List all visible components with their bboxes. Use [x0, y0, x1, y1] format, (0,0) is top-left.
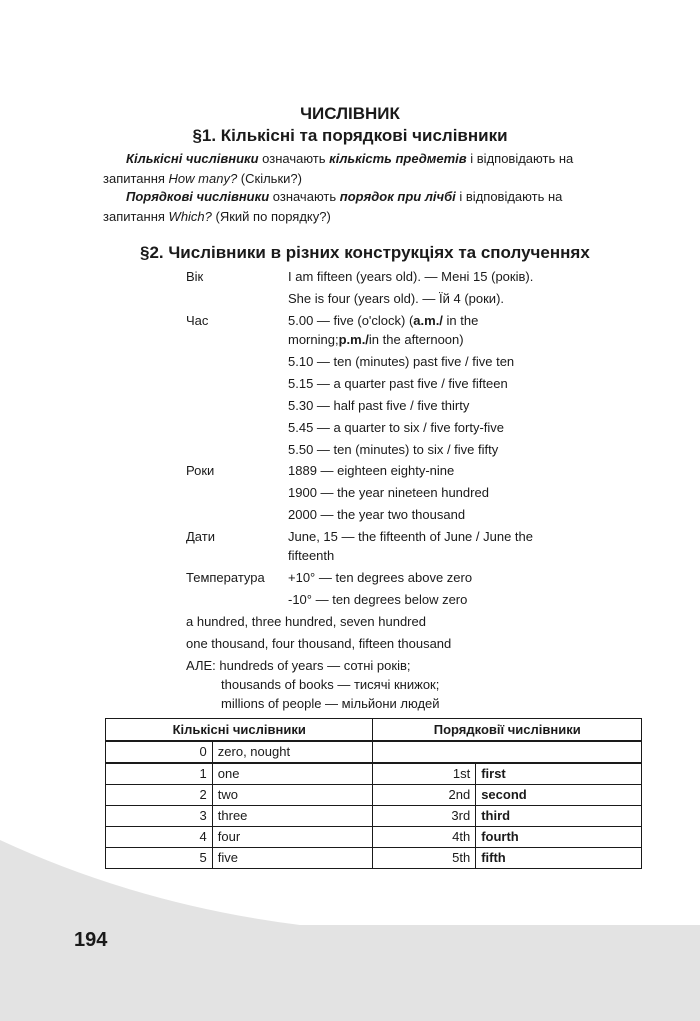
hundreds-line: a hundred, three hundred, seven hundred: [186, 614, 426, 629]
term-order: порядок при лічбі: [339, 189, 456, 204]
time-line: 5.45 — a quarter to six / five forty-five: [288, 420, 505, 435]
but-block: АЛЕ: hundreds of years — сотні років;: [186, 658, 411, 673]
question-how-many: How many?: [168, 171, 238, 186]
section-1-title: §1. Кількісні та порядкові числівники: [192, 126, 508, 145]
time-line: 5.50 — ten (minutes) to six / five fifty: [288, 442, 499, 457]
label-dates: Дати: [186, 529, 215, 544]
numerals-table: [105, 718, 642, 869]
paragraph-cardinal: Кількісні числівники означають кількість предметів і відповідають на запитання How many? (Скільки?): [103, 151, 574, 186]
label-age: Вік: [186, 269, 204, 284]
term-quantity: кількість предметів: [329, 151, 467, 166]
age-line: She is four (years old). — Їй 4 (роки).: [288, 291, 505, 306]
term-cardinal: Кількісні числівники: [126, 151, 259, 166]
label-years: Роки: [186, 463, 215, 478]
age-line: I am fifteen (years old). — Мені 15 (років).: [288, 269, 534, 284]
dates-line: fifteenth: [288, 548, 335, 563]
term-ordinal: Порядкові числівники: [126, 189, 270, 204]
thousands-line: one thousand, four thousand, fifteen thousand: [186, 636, 452, 651]
time-line-first: 5.00 — five (o'clock) (a.m./ in the morning;p.m./in the afternoon): [288, 313, 479, 347]
section-2-title: §2. Числівники в різних конструкціях та сполученнях: [140, 243, 590, 262]
dates-line: June, 15 — the fifteenth of June / June the: [288, 529, 534, 544]
time-line: 5.15 — a quarter past five / five fifteen: [288, 376, 508, 391]
temperature-line: +10° — ten degrees above zero: [288, 570, 473, 585]
label-time: Час: [186, 313, 209, 328]
question-which: Which?: [168, 209, 212, 224]
table-header-row: [106, 719, 642, 742]
but-label: АЛЕ:: [186, 658, 216, 673]
table-row: 5 five 5th fifth: [106, 848, 642, 869]
label-temperature: Температура: [186, 570, 265, 585]
table-row: 3 three 3rd third: [106, 806, 642, 827]
years-line: 1900 — the year nineteen hundred: [288, 485, 489, 500]
temperature-line: -10° — ten degrees below zero: [288, 592, 468, 607]
years-line: 2000 — the year two thousand: [288, 507, 466, 522]
table-row: 4 four 4th fourth: [106, 827, 642, 848]
table-row: 2 two 2nd second: [106, 785, 642, 806]
table-row: 0 zero, nought: [106, 741, 642, 763]
header-ordinal: Порядковії числівники: [373, 719, 642, 742]
page-title: ЧИСЛІВНИК: [300, 104, 400, 123]
paragraph-ordinal: Порядкові числівники означають порядок при лічбі і відповідають на запитання Which? (Який по порядку?): [103, 189, 563, 224]
but-line: millions of people — мільйони людей: [221, 696, 440, 711]
table-row: 1 one 1st first: [106, 763, 642, 785]
header-cardinal: Кількісні числівники: [106, 719, 373, 742]
time-line: 5.10 — ten (minutes) past five / five ten: [288, 354, 515, 369]
years-line: 1889 — eighteen eighty-nine: [288, 463, 455, 478]
time-line: 5.30 — half past five / five thirty: [288, 398, 470, 413]
page-number: 194: [74, 929, 108, 951]
but-line: thousands of books — тисячі книжок;: [221, 677, 440, 692]
